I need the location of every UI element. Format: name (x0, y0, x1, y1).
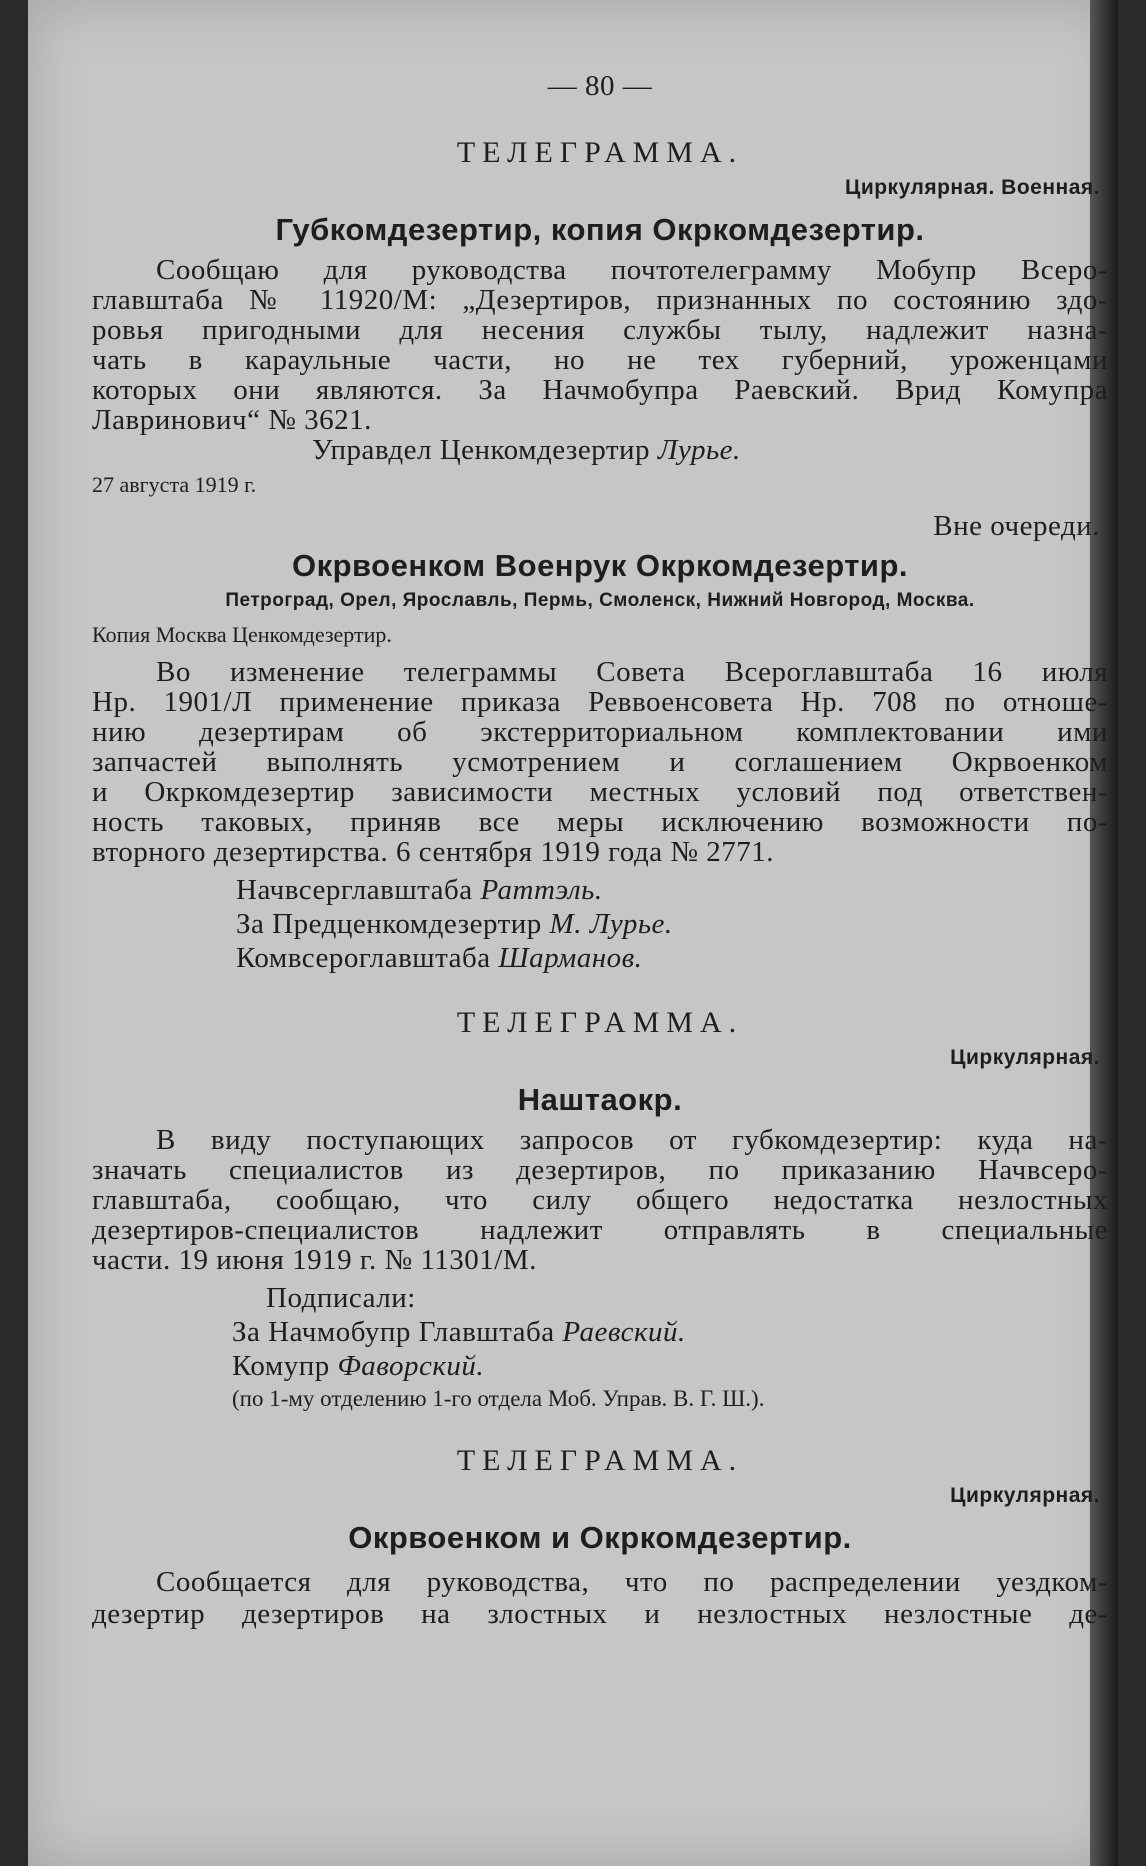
telegram-marker: Циркулярная. Военная. (844, 176, 1100, 199)
signature-line (236, 942, 642, 975)
addressee: Губкомдезертир, копия Окркомдезертир. (275, 212, 925, 247)
body-line: нию дезертирам об экстерриториальном комплектовании ими (92, 716, 1108, 748)
signature-title: За Начмобупр Главштаба (232, 1316, 555, 1348)
signature-title: За Предценкомдезертир (236, 908, 542, 940)
signature-name: Лурье. (657, 434, 741, 466)
body-line: ровья пригодными для несения службы тылу, надлежит назна- (92, 314, 1108, 346)
telegram-heading: ТЕЛЕГРАММА. (456, 136, 744, 169)
telegram-marker: Циркулярная. (950, 1484, 1100, 1507)
body-line: В виду поступающих запросов от губкомдезертир: куда на- (156, 1124, 1108, 1156)
signature-title: Начвсерглавштаба (236, 874, 473, 906)
signature-title: Комвсероглавштаба (236, 942, 491, 974)
signature-line (232, 1316, 686, 1349)
copy-line: Копия Москва Ценкомдезертир. (92, 622, 392, 647)
addressee: Окрвоенком и Окркомдезертир. (348, 1520, 852, 1555)
addressee: Окрвоенком Военрук Окркомдезертир. (291, 548, 909, 583)
body-line: Во изменение телеграммы Совета Всероглавштаба 16 июля (156, 656, 1108, 688)
signature-line (236, 874, 603, 907)
body-line: дезертир дезертиров на злостных и незлостных незлостные де- (92, 1598, 1108, 1630)
body-line: части. 19 июня 1919 г. № 11301/М. (92, 1244, 537, 1276)
signature-title: Управдел Ценкомдезертир (312, 434, 651, 466)
body-line: вторного дезертирства. 6 сентября 1919 года № 2771. (92, 836, 775, 868)
body-line: Сообщается для руководства, что по распределении уездком- (156, 1566, 1108, 1598)
body-line: Нр. 1901/Л применение приказа Реввоенсовета Нр. 708 по отноше- (92, 686, 1108, 718)
telegram-heading: ТЕЛЕГРАММА. (456, 1444, 744, 1477)
signature-line (236, 908, 673, 941)
signature-name: М. Лурье. (549, 908, 673, 940)
body-line: и Окркомдезертир зависимости местных условий под ответствен- (92, 776, 1108, 808)
page-number: — 80 — (547, 70, 653, 102)
document-page (28, 0, 1118, 1866)
telegram-marker: Циркулярная. (950, 1046, 1100, 1069)
body-line: главштаба, сообщаю, что силу общего недостатка незлостных (92, 1184, 1108, 1216)
body-line: Сообщаю для руководства почтотелеграмму Мобупр Всеро- (156, 254, 1108, 286)
addressee: Наштаокр. (517, 1082, 683, 1117)
signature-name: Раттэль. (480, 874, 603, 906)
body-line: запчастей выполнять усмотрением и соглашением Окрвоенком (92, 746, 1108, 778)
telegram-heading: ТЕЛЕГРАММА. (456, 1006, 744, 1039)
priority-marker: Вне очереди. (933, 510, 1100, 542)
body-line: значать специалистов из дезертиров, по приказанию Начвсеро- (92, 1154, 1108, 1186)
body-line: ность таковых, приняв все меры исключению возможности по- (92, 806, 1108, 838)
cities-list: Петроград, Орел, Ярославль, Пермь, Смоленск, Нижний Новгород, Москва. (225, 590, 975, 611)
body-line: Лавринович“ № 3621. (92, 404, 372, 436)
department-note: (по 1-му отделению 1-го отдела Моб. Управ. В. Г. Ш.). (232, 1386, 765, 1411)
body-line: чать в караульные части, но не тех губерний, уроженцами (92, 344, 1108, 376)
signature-line (232, 1350, 484, 1383)
signature-name: Шарманов. (498, 942, 643, 974)
signature-name: Раевский. (562, 1316, 686, 1348)
signature-name: Фаворский. (337, 1350, 485, 1382)
signature-title: Комупр (232, 1350, 330, 1382)
body-line: главштаба № 11920/М: „Дезертиров, признанных по состоянию здо- (92, 284, 1108, 316)
signature-line (312, 434, 741, 467)
body-line: которых они являются. За Начмобупра Раевский. Врид Комупра (92, 374, 1108, 406)
date-line: 27 августа 1919 г. (92, 472, 257, 497)
signed-label: Подписали: (266, 1282, 416, 1314)
body-line: дезертиров-специалистов надлежит отправлять в специальные (92, 1214, 1108, 1246)
